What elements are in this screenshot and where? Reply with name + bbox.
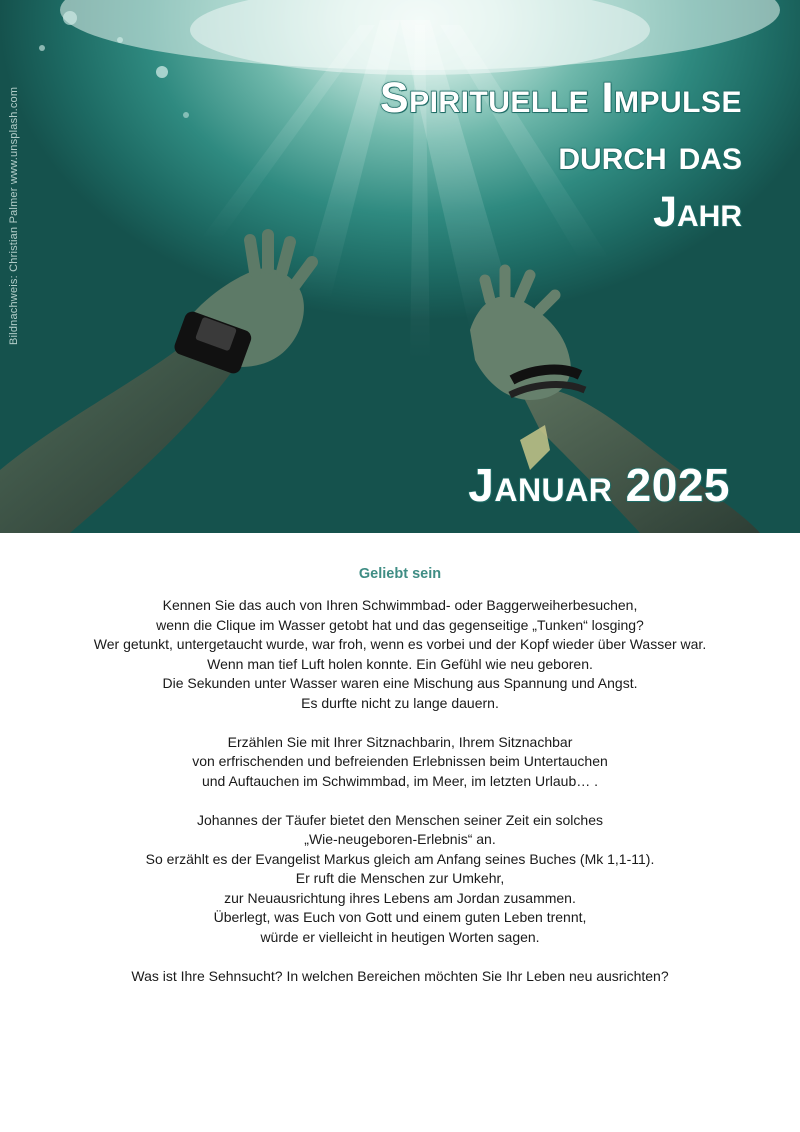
month-label: Januar 2025 [468,459,730,511]
text-line: Erzählen Sie mit Ihrer Sitznachbarin, Ihrem Sitznachbar [227,733,573,750]
text-line: Wer getunkt, untergetaucht wurde, war froh, wenn es vorbei und der Kopf wieder über Wasser war. [93,636,707,652]
article [0,560,800,1006]
text-line: Wenn man tief Luft holen konnte. Ein Gefühl wie neu geboren. [207,655,593,672]
article-heading: Geliebt sein [358,566,442,582]
text-line: Die Sekunden unter Wasser waren eine Mischung aus Spannung und Angst. [162,675,638,691]
text-line: Kennen Sie das auch von Ihren Schwimmbad- oder Baggerweiherbesuchen, [162,597,638,613]
text-line: von erfrischenden und befreienden Erlebnissen beim Untertauchen [192,753,608,769]
text-line: So erzählt es der Evangelist Markus gleich am Anfang seines Buches (Mk 1,1-11). [145,850,655,867]
text-line: wenn die Clique im Wasser getobt hat und das gegenseitige „Tunken“ losging? [156,616,644,633]
paragraph-3 [0,811,800,948]
text-line: und Auftauchen im Schwimmbad, im Meer, im letzten Urlaub… . [201,772,599,789]
text-line: Was ist Ihre Sehnsucht? In welchen Bereichen möchten Sie Ihr Leben neu ausrichten? [131,967,669,984]
paragraph-4 [0,967,800,987]
title-line-3: Jahr [653,188,742,236]
page-title [380,70,742,241]
text-line: Johannes der Täufer bietet den Menschen seiner Zeit ein solches [197,811,603,828]
text-line: Es durfte nicht zu lange dauern. [301,694,499,711]
text-line: würde er vielleicht in heutigen Worten sagen. [260,928,540,945]
title-line-1: Spirituelle Impulse [379,74,742,122]
hero-image [0,0,800,533]
text-line: Überlegt, was Euch von Gott und einem guten Leben trennt, [213,909,587,925]
paragraph-2 [0,733,800,792]
text-line: Er ruft die Menschen zur Umkehr, [295,870,505,886]
text-line: zur Neuausrichtung ihres Lebens am Jordan zusammen. [224,889,576,906]
text-line: „Wie-neugeboren-Erlebnis“ an. [304,831,496,847]
paragraph-1 [0,596,800,713]
photo-credit: Bildnachweis: Christian Palmer www.unsplash.com [8,86,20,345]
title-line-2: durch das [558,131,742,179]
